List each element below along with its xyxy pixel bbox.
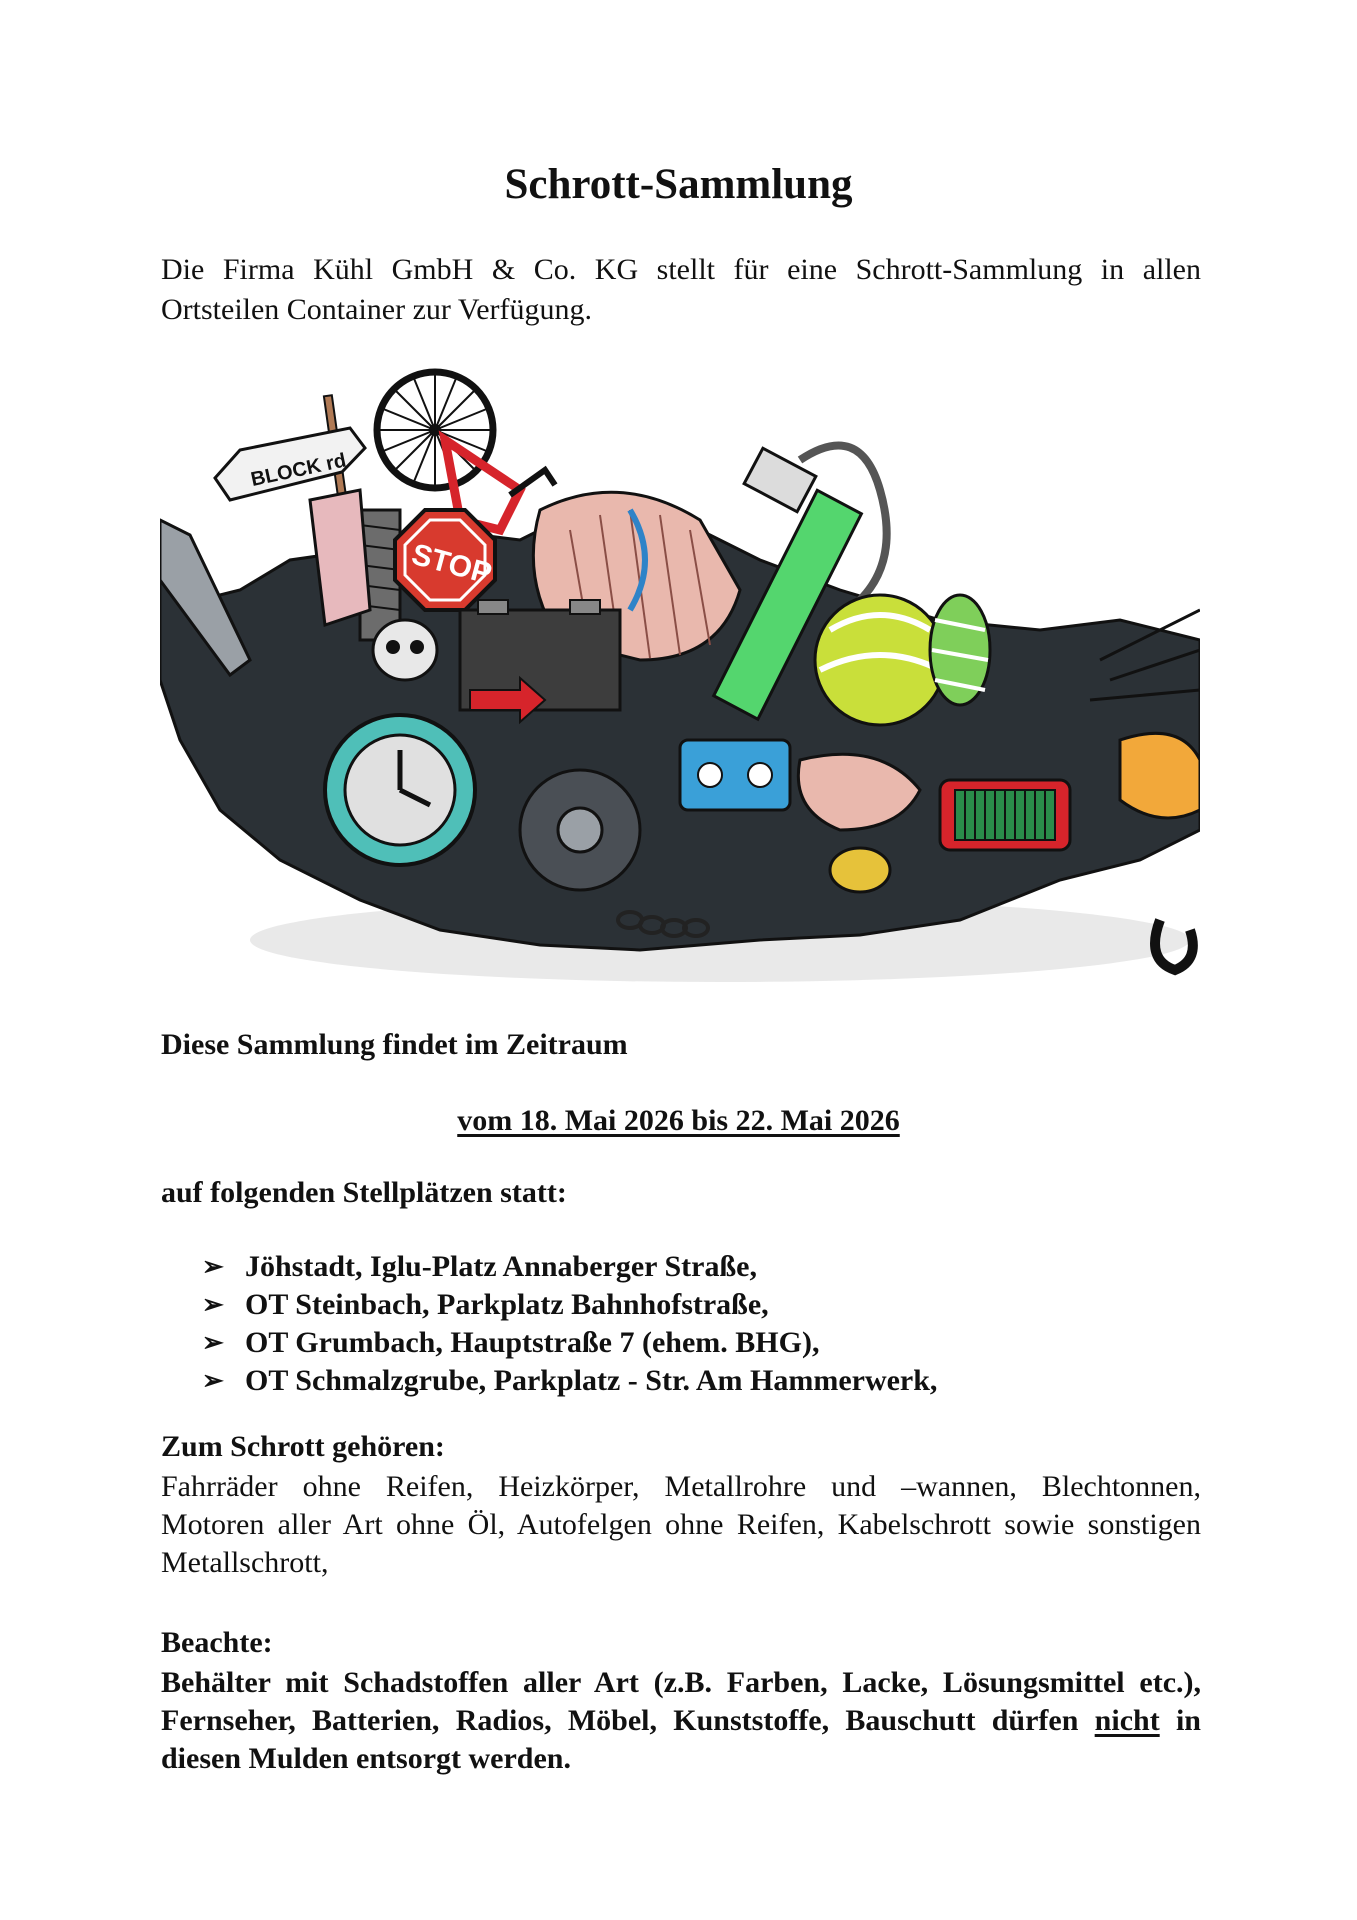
bent-sign-text: BLOCK rd bbox=[249, 449, 349, 492]
list-item bbox=[202, 1362, 937, 1400]
period-lead: Diese Sammlung findet im Zeitraum bbox=[161, 1028, 628, 1061]
note-line: Behälter mit Schadstoffen aller Art (z.B. Farben, Lacke, Lösungsmittel etc.), bbox=[161, 1666, 1201, 1699]
stop-sign-text: STOP bbox=[408, 537, 496, 591]
scrap-description bbox=[161, 1468, 1201, 1582]
location-text: OT Schmalzgrube, Parkplatz - Str. Am Hammerwerk, bbox=[245, 1364, 938, 1397]
skull bbox=[373, 620, 437, 680]
location-text: OT Steinbach, Parkplatz Bahnhofstraße, bbox=[245, 1288, 769, 1321]
scrap-line: Motoren aller Art ohne Öl, Autofelgen ohne Reifen, Kabelschrott sowie sonstigen bbox=[161, 1508, 1201, 1541]
scrap-line: Fahrräder ohne Reifen, Heizkörper, Metallrohre und –wannen, Blechtonnen, bbox=[161, 1470, 1201, 1503]
yellow-part bbox=[830, 848, 890, 892]
places-lead: auf folgenden Stellplätzen statt: bbox=[161, 1176, 567, 1209]
list-item bbox=[202, 1286, 937, 1324]
note-line-part: Fernseher, Batterien, Radios, Möbel, Kunststoffe, Bauschutt dürfen bbox=[161, 1704, 1095, 1737]
scrap-line: Metallschrott, bbox=[161, 1546, 329, 1579]
note-line-part: in bbox=[1159, 1704, 1201, 1737]
note-emphasis: nicht bbox=[1094, 1704, 1160, 1737]
arrow-bullet-icon: ➢ bbox=[202, 1252, 224, 1281]
blue-machine bbox=[680, 740, 790, 810]
period-dates bbox=[0, 1104, 1357, 1138]
wheel-spokes bbox=[377, 372, 493, 488]
intro-paragraph bbox=[161, 250, 1201, 330]
note-line bbox=[161, 1702, 1201, 1740]
green-coil bbox=[930, 595, 990, 705]
note-heading: Beachte: bbox=[161, 1626, 273, 1659]
arrow-bullet-icon: ➢ bbox=[202, 1290, 224, 1319]
intro-line: Ortsteilen Container zur Verfügung. bbox=[161, 293, 593, 326]
note-line: diesen Mulden entsorgt werden. bbox=[161, 1742, 571, 1775]
period-dates-text: vom 18. Mai 2026 bis 22. Mai 2026 bbox=[457, 1104, 900, 1137]
arrow-bullet-icon: ➢ bbox=[202, 1366, 224, 1395]
scrap-heap-illustration bbox=[160, 360, 1200, 1000]
location-text: Jöhstadt, Iglu-Platz Annaberger Straße, bbox=[245, 1250, 757, 1283]
scrap-heading: Zum Schrott gehören: bbox=[161, 1430, 445, 1463]
page-title: Schrott-Sammlung bbox=[504, 161, 853, 208]
intro-line: Die Firma Kühl GmbH & Co. KG stellt für eine Schrott-Sammlung in allen bbox=[161, 253, 1201, 286]
list-item bbox=[202, 1248, 937, 1286]
locations-list bbox=[202, 1248, 937, 1400]
red-radiator bbox=[940, 780, 1070, 850]
note-text bbox=[161, 1664, 1201, 1778]
list-item bbox=[202, 1324, 937, 1362]
orange-part bbox=[1120, 733, 1200, 818]
arrow-bullet-icon: ➢ bbox=[202, 1328, 224, 1357]
location-text: OT Grumbach, Hauptstraße 7 (ehem. BHG), bbox=[245, 1326, 820, 1359]
